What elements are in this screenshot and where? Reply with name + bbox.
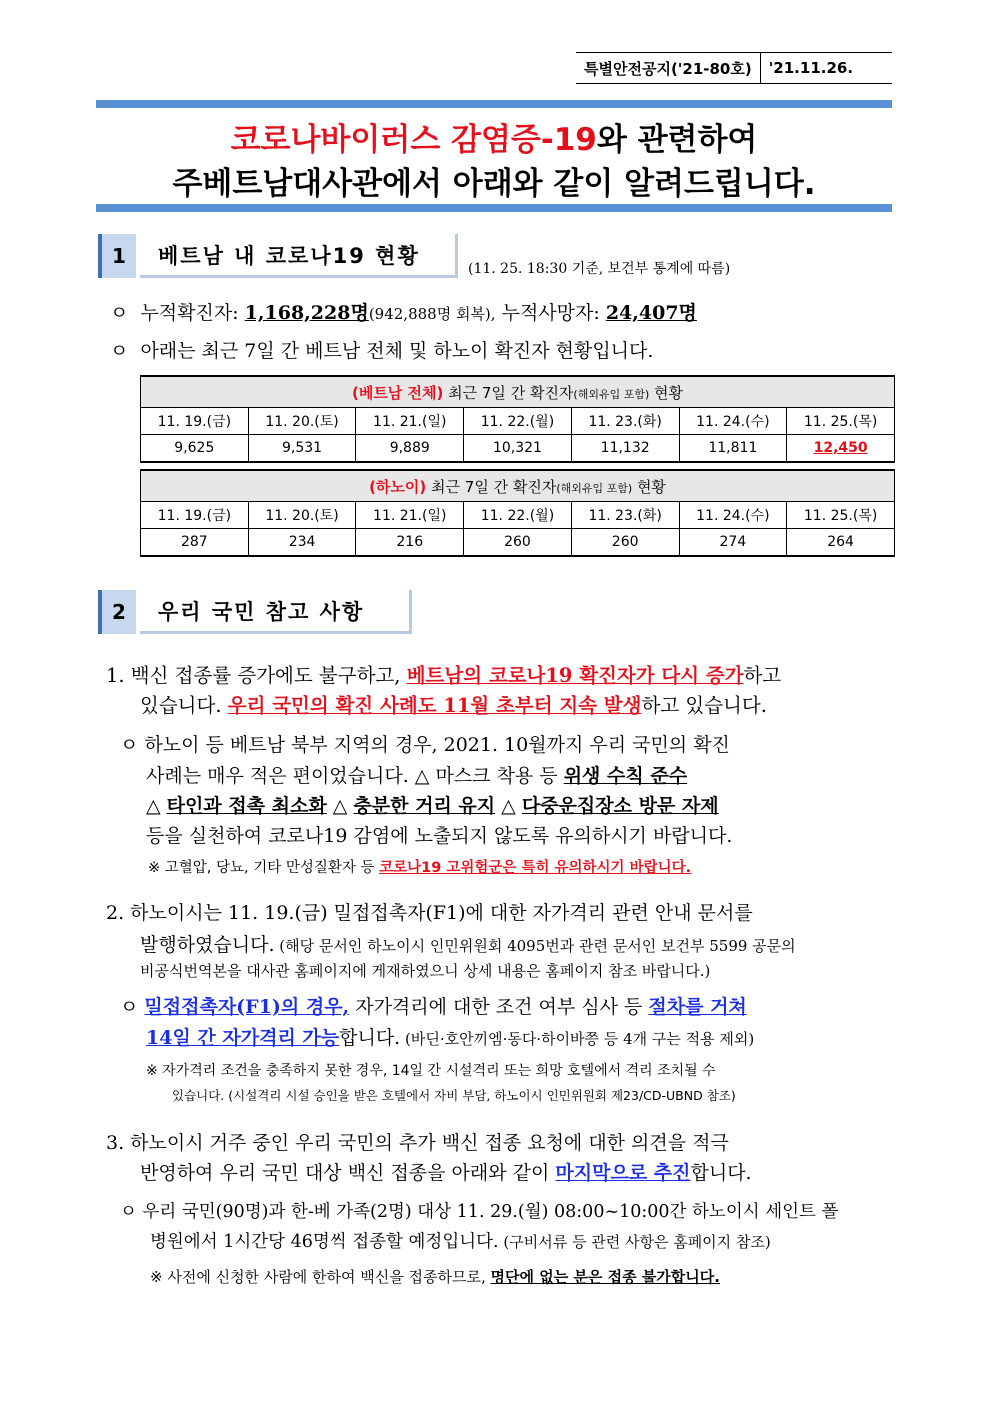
item3-note	[150, 1266, 720, 1287]
item3-s2a: 병원에서 1시간당 46명씩 접종할 예정입니다.	[150, 1232, 499, 1252]
table-date-row	[141, 408, 895, 435]
section1-title: 베트남 내 코로나19 현황	[140, 234, 458, 278]
item2-l2b: (해당 문서인 하노이시 인민위원회 4095번과 관련 문서인 보건부 5599 공문의	[274, 937, 796, 955]
notice-number: 특별안전공지('21-80호)	[584, 59, 752, 78]
item1-line1	[106, 660, 781, 688]
value-cell: 11,811	[679, 435, 787, 463]
item2-line3: 비공식번역본을 대사관 홈페이지에 게재하였으니 상세 내용은 홈페이지 참조 바랍니다.)	[140, 962, 711, 980]
item2-f1-contacts: 밀접접촉자(F1)의 경우,	[144, 996, 350, 1018]
hanoi-cases-table	[140, 469, 895, 557]
title-black-part: 와 관련하여	[596, 122, 758, 158]
item3-l2c: 합니다.	[690, 1162, 752, 1184]
date-cell: 11. 24.(수)	[679, 408, 787, 435]
table-value-row	[141, 529, 895, 557]
section1-number: 1	[98, 234, 136, 278]
section2-title: 우리 국민 참고 사항	[140, 590, 412, 634]
item1-sub-line3	[146, 791, 719, 818]
item2-l2a: 발행하였습니다.	[140, 934, 275, 956]
item1-l1c: 하고	[743, 664, 782, 687]
table-caption-row	[141, 470, 895, 502]
section2-number: 2	[98, 590, 136, 634]
item2-procedure: 절차를 거쳐	[648, 996, 747, 1018]
item1-s3c: △	[326, 795, 354, 817]
item2-line2	[140, 930, 796, 957]
table-date-row	[141, 502, 895, 529]
item1-l2a: 있습니다.	[140, 694, 228, 717]
date-cell: 11. 21.(일)	[356, 502, 464, 529]
table-region: (하노이)	[369, 477, 427, 496]
item1-note-text: ※ 고혈압, 당뇨, 기타 만성질환자 등	[148, 860, 380, 876]
item2-sub-line1	[120, 992, 747, 1019]
table-region: (베트남 전체)	[351, 383, 444, 402]
title-top-bar	[96, 100, 892, 108]
table-caption-end: 현황	[654, 383, 684, 402]
bullet-mark: ㅇ	[110, 302, 129, 324]
table-caption-text: 최근 7일 간 확진자	[448, 383, 574, 402]
item2-s1c: 자가격리에 대한 조건 여부 심사 등	[349, 996, 649, 1018]
bullet-mark: ㅇ	[110, 340, 129, 362]
confirmed-count: 1,168,228명	[244, 302, 369, 324]
item1-note-emphasis: 코로나19 고위험군은 특히 유의하시기 바랍니다.	[379, 860, 692, 876]
title-red-part: 코로나바이러스 감염증-19	[230, 122, 597, 158]
item1-hygiene: 위생 수칙 준수	[563, 765, 688, 787]
value-cell: 10,321	[464, 435, 572, 463]
death-count: 24,407명	[605, 302, 697, 324]
item2-note-line1: ※ 자가격리 조건을 충족하지 못한 경우, 14일 간 시설격리 또는 희망 호텔에서 격리 조치될 수	[146, 1063, 716, 1079]
item1-sub-line2	[146, 761, 687, 788]
value-cell: 260	[571, 529, 679, 557]
date-cell: 11. 22.(월)	[464, 502, 572, 529]
value-cell: 234	[248, 529, 356, 557]
value-cell: 287	[141, 529, 249, 557]
title-bottom-bar	[96, 204, 892, 212]
value-cell: 9,625	[141, 435, 249, 463]
vietnam-cases-table	[140, 375, 895, 463]
date-cell: 11. 25.(목)	[787, 502, 895, 529]
table-caption-end: 현황	[636, 477, 666, 496]
table-caption-small: (해외유입 포함)	[556, 481, 633, 495]
value-cell: 274	[679, 529, 787, 557]
item2-s2b: 합니다.	[339, 1027, 401, 1049]
item2-note-line2: 있습니다. (시설격리 시설 승인을 받은 호텔에서 자비 부담, 하노이시 인민위원회 제23/CD-UBND 참조)	[172, 1088, 736, 1103]
highlight-value: 12,450	[813, 440, 868, 456]
recovered-count: (942,888명 회복),	[368, 305, 496, 323]
value-cell: 9,531	[248, 435, 356, 463]
date-cell: 11. 23.(화)	[571, 408, 679, 435]
cumulative-stats-line	[110, 298, 697, 325]
title-line-2: 주베트남대사관에서 아래와 같이 알려드립니다.	[172, 166, 816, 202]
date-cell: 11. 19.(금)	[141, 502, 249, 529]
item1-s3e: △	[495, 795, 522, 817]
table-caption	[141, 470, 895, 502]
value-cell: 216	[356, 529, 464, 557]
table-caption-small: (해외유입 포함)	[573, 387, 650, 401]
date-cell: 11. 25.(목)	[787, 408, 895, 435]
item3-sub-line1: ㅇ 우리 국민(90명)과 한-베 가족(2명) 대상 11. 29.(월) 08:00~10:00간 하노이시 세인트 폴	[120, 1202, 839, 1222]
item2-home-quarantine: 14일 간 자가격리 가능	[146, 1027, 340, 1049]
death-label: 누적사망자:	[501, 302, 600, 324]
table-value-row	[141, 435, 895, 463]
item1-sub-line4: 등을 실천하여 코로나19 감염에 노출되지 않도록 유의하시기 바랍니다.	[146, 825, 733, 847]
notice-date: '21.11.26.	[768, 59, 854, 77]
item1-line2	[140, 690, 767, 718]
confirmed-label: 누적확진자:	[140, 302, 239, 324]
value-cell-highlight	[787, 435, 895, 463]
item1-note	[148, 856, 691, 877]
date-cell: 11. 20.(토)	[248, 502, 356, 529]
item2-sub-line2	[146, 1023, 754, 1050]
notice-header	[576, 52, 892, 84]
item2-line1: 2. 하노이시는 11. 19.(금) 밀접접촉자(F1)에 대한 자가격리 관련 안내 문서를	[106, 902, 753, 924]
value-cell: 9,889	[356, 435, 464, 463]
table-caption-text: 최근 7일 간 확진자	[431, 477, 557, 496]
item1-minimize-contact: 타인과 접촉 최소화	[166, 795, 327, 817]
item3-l2a: 반영하여 우리 국민 대상 백신 접종을 아래와 같이	[140, 1162, 556, 1184]
item1-keep-distance: 충분한 거리 유지	[353, 795, 496, 817]
item1-avoid-crowds: 다중운집장소 방문 자제	[521, 795, 719, 817]
date-cell: 11. 24.(수)	[679, 502, 787, 529]
item1-emphasis-1: 베트남의 코로나19 확진자가 다시 증가	[406, 664, 744, 687]
item3-note-emphasis: 명단에 없는 분은 접종 불가합니다.	[490, 1268, 720, 1286]
item1-sub-line1: ㅇ 하노이 등 베트남 북부 지역의 경우, 2021. 10월까지 우리 국민의 확진	[120, 734, 730, 756]
value-cell: 11,132	[571, 435, 679, 463]
item3-note-text: ※ 사전에 신청한 사람에 한하여 백신을 접종하므로,	[150, 1268, 491, 1286]
item1-s2a: 사례는 매우 적은 편이었습니다. △ 마스크 착용 등	[146, 765, 564, 787]
item1-l2c: 하고 있습니다.	[641, 694, 767, 717]
item2-s2c: (바딘·호안끼엠·동다·하이바쯩 등 4개 구는 적용 제외)	[400, 1030, 755, 1048]
section1-note: (11. 25. 18:30 기준, 보건부 통계에 따름)	[468, 261, 731, 277]
item2-s1a: ㅇ	[120, 996, 145, 1018]
page-title	[96, 118, 892, 206]
date-cell: 11. 19.(금)	[141, 408, 249, 435]
item3-line1: 3. 하노이시 거주 중인 우리 국민의 추가 백신 접종 요청에 대한 의견을 적극	[106, 1132, 729, 1154]
date-cell: 11. 23.(화)	[571, 502, 679, 529]
value-cell: 264	[787, 529, 895, 557]
date-cell: 11. 21.(일)	[356, 408, 464, 435]
table-intro-line	[110, 336, 653, 363]
item1-emphasis-2: 우리 국민의 확진 사례도 11월 초부터 지속 발생	[227, 694, 642, 717]
date-cell: 11. 22.(월)	[464, 408, 572, 435]
item3-sub-line2	[150, 1228, 771, 1253]
table-caption-row	[141, 376, 895, 408]
item1-l1a: 1. 백신 접종률 증가에도 불구하고,	[106, 664, 407, 687]
table-intro-text: 아래는 최근 7일 간 베트남 전체 및 하노이 확진자 현황입니다.	[140, 340, 654, 362]
value-cell: 260	[464, 529, 572, 557]
table-caption	[141, 376, 895, 408]
item3-line2	[140, 1158, 752, 1185]
date-cell: 11. 20.(토)	[248, 408, 356, 435]
item3-s2b: (구비서류 등 관련 사항은 홈페이지 참조)	[498, 1233, 771, 1251]
item1-s3a: △	[146, 795, 167, 817]
item3-final-push: 마지막으로 추진	[555, 1162, 691, 1184]
